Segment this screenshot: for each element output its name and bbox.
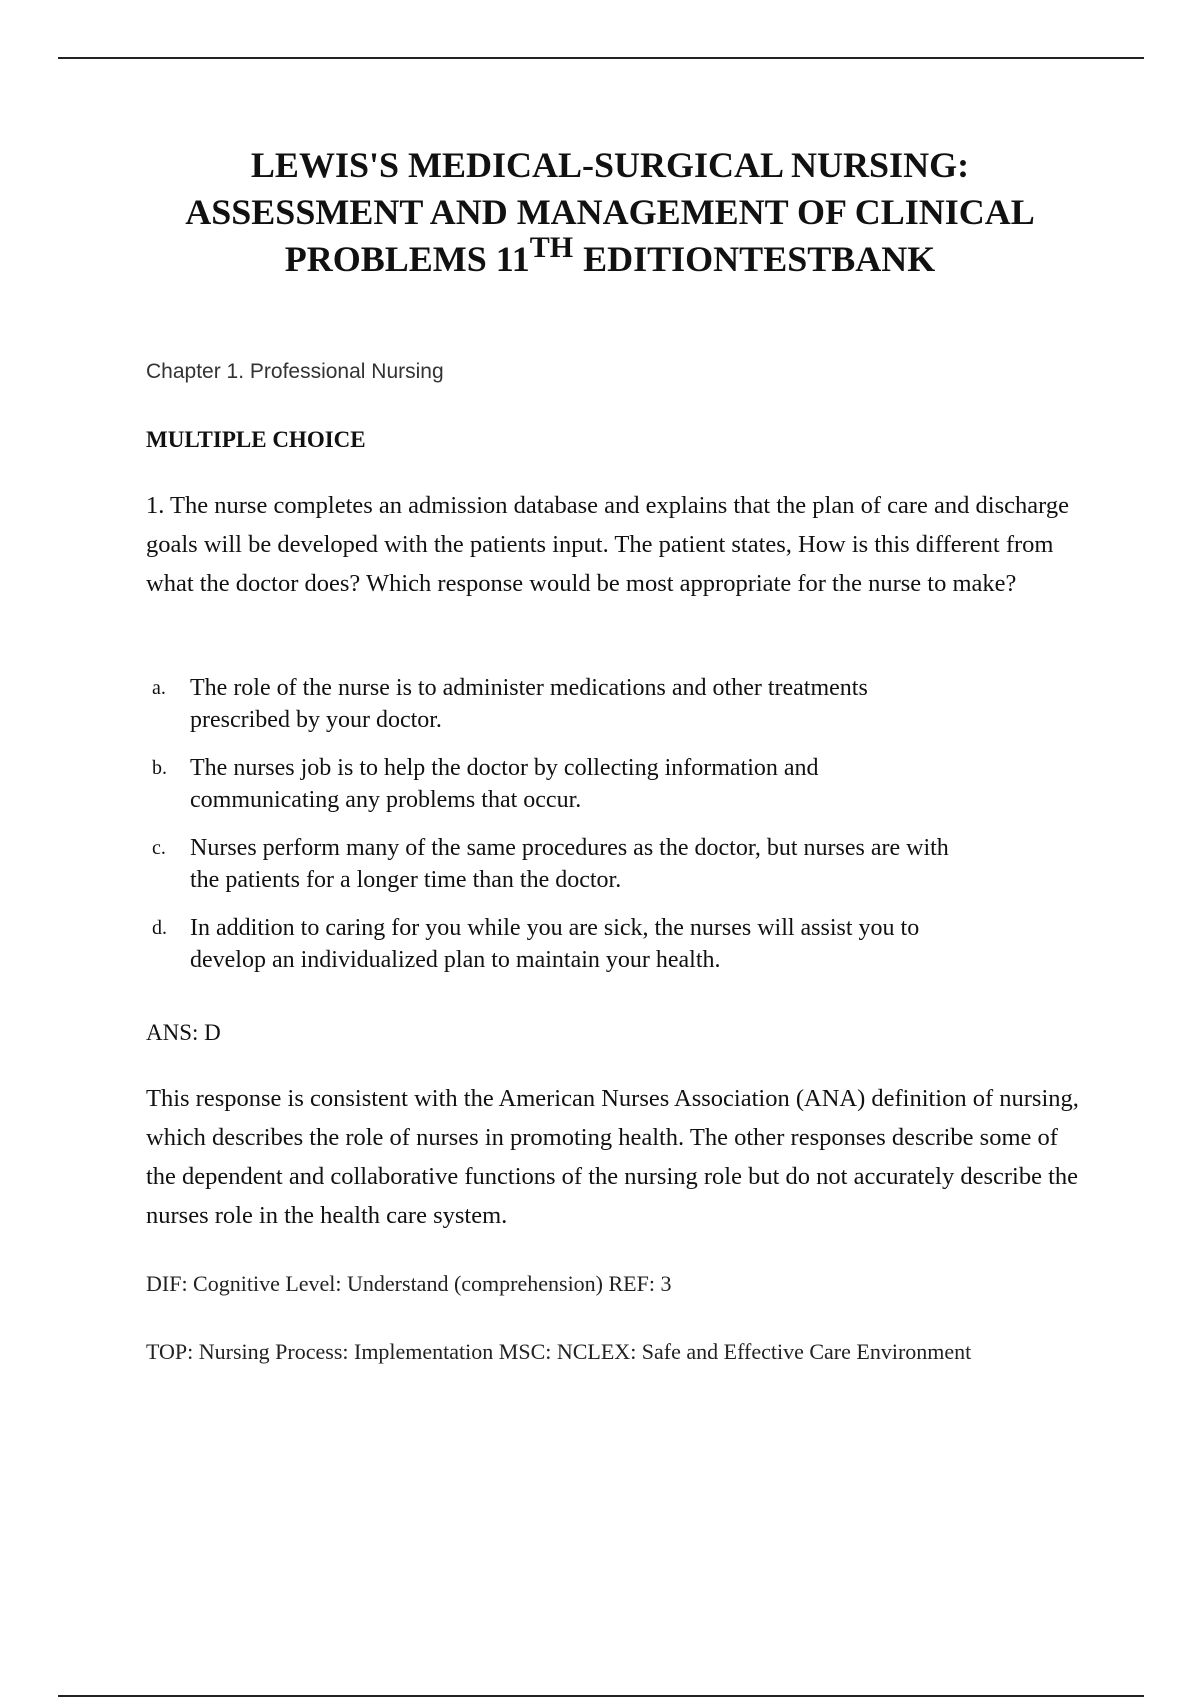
title-line-3-prefix: PROBLEMS 11 xyxy=(284,239,530,279)
title-line-1: LEWIS'S MEDICAL-SURGICAL NURSING: xyxy=(250,145,970,185)
option-letter: c. xyxy=(152,837,166,859)
title-line-3-suffix: EDITIONTESTBANK xyxy=(583,239,936,279)
question-text: 1. The nurse completes an admission database and explains that the plan of care and discharge goals will be developed with the patients input. The patient states, How is this different from what the doctor does? Which response would be most appropriate for the nurse to make? xyxy=(146,492,1069,597)
difficulty-line: DIF: Cognitive Level: Understand (comprehension) REF: 3 xyxy=(146,1271,672,1296)
option-letter: d. xyxy=(152,917,167,939)
title-line-3 xyxy=(110,231,1110,283)
option-c xyxy=(152,832,1012,896)
chapter-heading: Chapter 1. Professional Nursing xyxy=(146,360,444,383)
option-text: The role of the nurse is to administer medications and other treatments prescribed by your doctor. xyxy=(190,675,868,733)
topic-line: TOP: Nursing Process: Implementation MSC: NCLEX: Safe and Effective Care Environment xyxy=(146,1339,972,1364)
bottom-rule xyxy=(58,1695,1144,1697)
option-b xyxy=(152,752,1012,816)
title-line-2: ASSESSMENT AND MANAGEMENT OF CLINICAL xyxy=(185,192,1035,232)
answer-key: ANS: D xyxy=(146,1020,221,1045)
rationale-text: This response is consistent with the American Nurses Association (ANA) definition of nursing, which describes the role of nurses in promoting health. The other responses describe some of the dependent and collaborative functions of the nursing role but do not accurately describe the nurses role in the health care system. xyxy=(146,1085,1079,1229)
option-text: The nurses job is to help the doctor by collecting information and communicating any problems that occur. xyxy=(190,755,819,813)
option-a xyxy=(152,672,1012,736)
option-d xyxy=(152,912,1012,976)
section-heading: MULTIPLE CHOICE xyxy=(146,427,366,452)
answer-options xyxy=(152,672,1012,992)
document-title xyxy=(110,142,1110,283)
option-letter: b. xyxy=(152,757,167,779)
top-rule xyxy=(58,57,1144,59)
option-text: Nurses perform many of the same procedures as the doctor, but nurses are with the patients for a longer time than the doctor. xyxy=(190,835,949,893)
option-letter: a. xyxy=(152,677,166,699)
option-text: In addition to caring for you while you are sick, the nurses will assist you to develop an individualized plan to maintain your health. xyxy=(190,915,920,973)
title-superscript: TH xyxy=(529,231,574,264)
